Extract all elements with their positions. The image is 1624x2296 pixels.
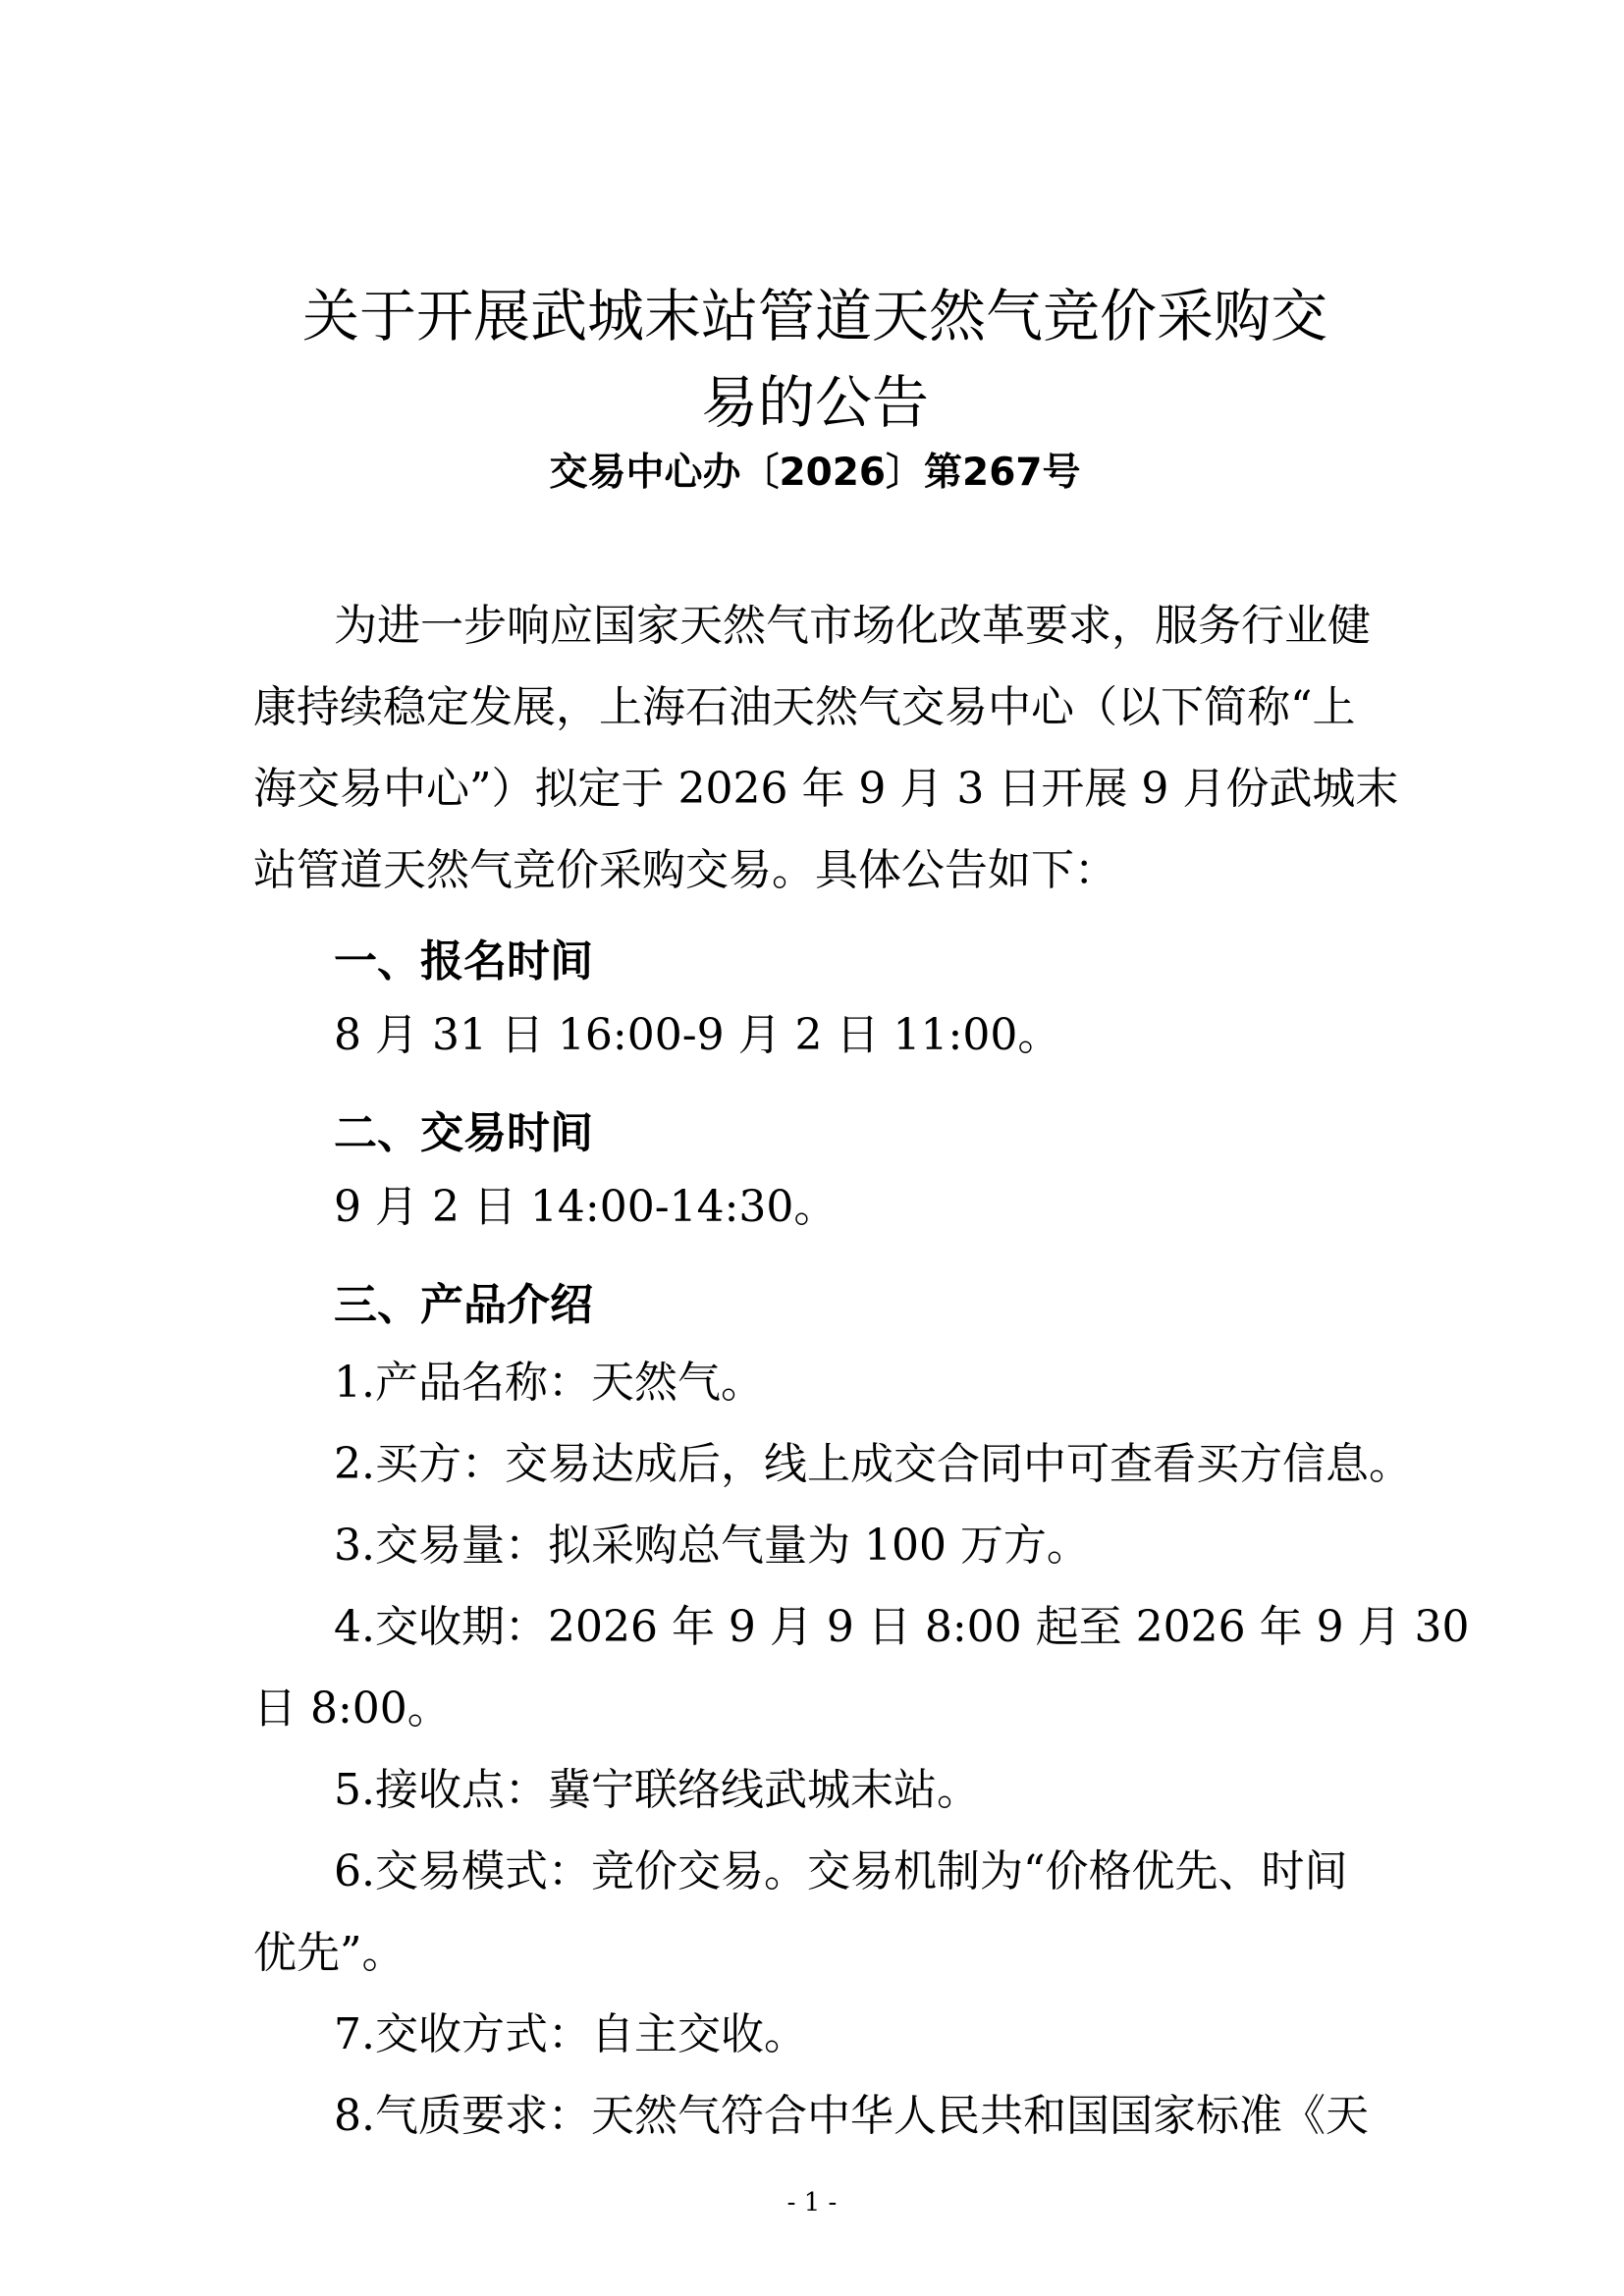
- product-item-6: 6.交易模式：竞价交易。交易机制为“价格优先、时间: [334, 1846, 1348, 1896]
- section-heading-registration: 一、报名时间: [334, 936, 593, 987]
- product-item-8: 8.气质要求：天然气符合中华人民共和国国家标准《天: [334, 2091, 1369, 2141]
- document-number: 交易中心办〔2026〕第267号: [549, 451, 1081, 495]
- page-number: - 1 -: [786, 2188, 838, 2217]
- product-item-6-cont: 优先”。: [253, 1928, 406, 1978]
- section-heading-product: 三、产品介绍: [334, 1280, 593, 1330]
- intro-line-3: 海交易中心”）拟定于 2026 年 9 月 3 日开展 9 月份武城末: [253, 764, 1399, 814]
- product-item-5: 5.接收点：冀宁联络线武城末站。: [334, 1765, 980, 1815]
- product-item-2: 2.买方：交易达成后，线上成交合同中可查看买方信息。: [334, 1439, 1412, 1489]
- document-title-line-1: 关于开展武城末站管道天然气竞价采购交: [301, 283, 1327, 349]
- product-item-1: 1.产品名称：天然气。: [334, 1358, 764, 1408]
- product-item-4: 4.交收期：2026 年 9 月 9 日 8:00 起至 2026 年 9 月 30: [334, 1602, 1470, 1652]
- document-title-line-2: 易的公告: [700, 369, 929, 436]
- registration-time-text: 8 月 31 日 16:00-9 月 2 日 11:00。: [334, 1010, 1061, 1060]
- product-item-3: 3.交易量：拟采购总气量为 100 万方。: [334, 1521, 1090, 1571]
- intro-line-1: 为进一步响应国家天然气市场化改革要求，服务行业健: [334, 601, 1371, 651]
- intro-line-2: 康持续稳定发展，上海石油天然气交易中心（以下简称“上: [253, 682, 1356, 732]
- product-item-4-cont: 日 8:00。: [253, 1683, 451, 1734]
- trading-time-text: 9 月 2 日 14:00-14:30。: [334, 1182, 838, 1232]
- section-heading-trading: 二、交易时间: [334, 1108, 593, 1158]
- intro-line-4: 站管道天然气竞价采购交易。具体公告如下：: [253, 845, 1117, 895]
- product-item-7: 7.交收方式：自主交收。: [334, 2009, 807, 2059]
